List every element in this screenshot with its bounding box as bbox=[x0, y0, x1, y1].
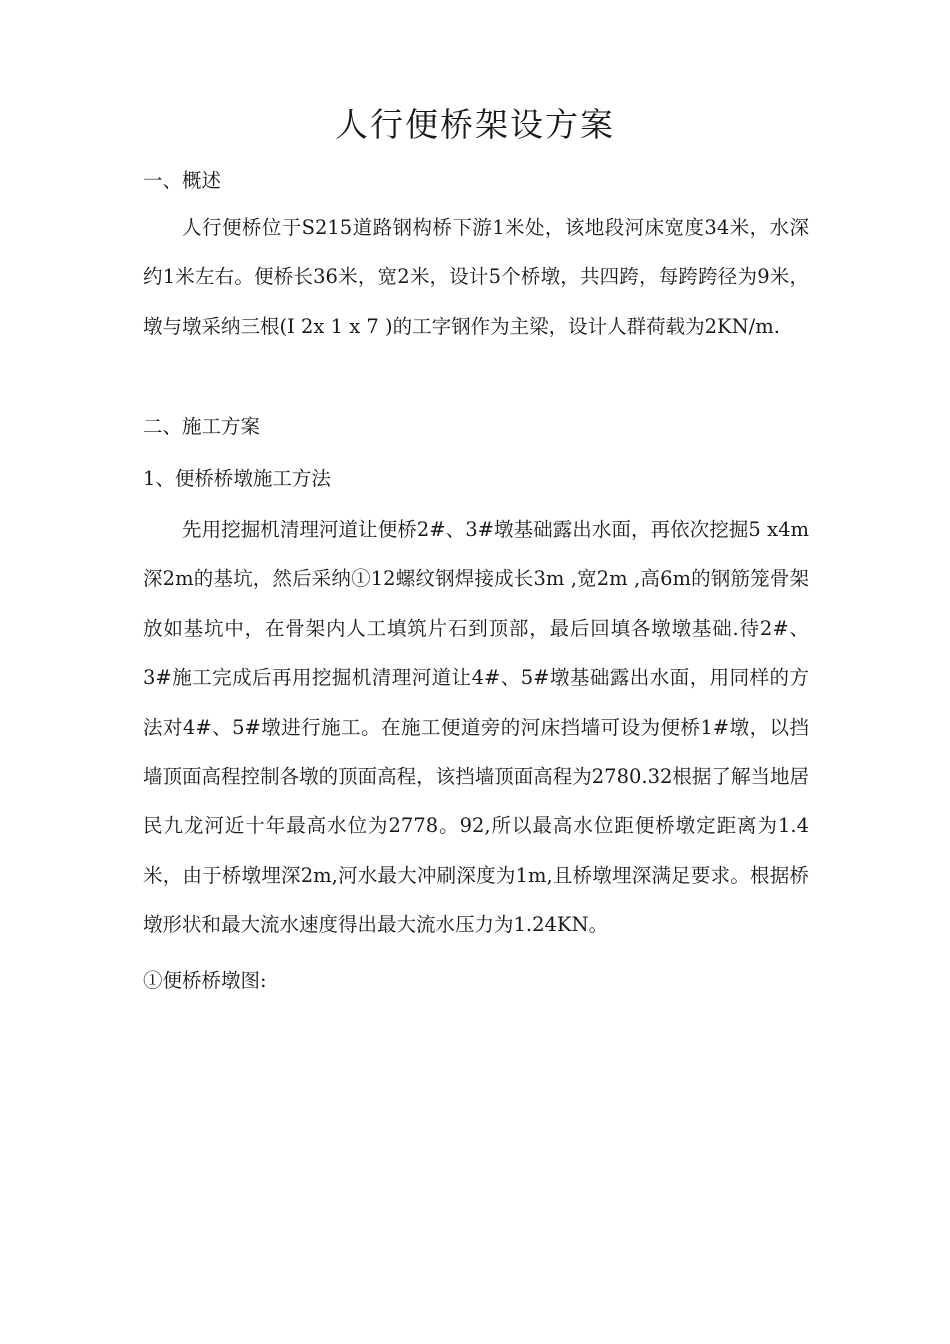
subsection-heading-pier-method: 1、便桥桥墩施工方法 bbox=[143, 467, 331, 490]
section-heading-construction-plan: 二、施工方案 bbox=[143, 415, 261, 438]
pier-method-paragraph: 先用挖掘机清理河道让便桥2#、3#墩基础露出水面，再依次挖掘5 x4m深2m的基坑，然后采纳①12螺纹钢焊接成长3m ,宽2m ,高6m的钢筋笼骨架放如基坑中，在骨架内人工填筑片石到顶部，最后回填各墩墩基础.待2#、3#施工完成后再用挖掘机清理河道让4#、5#墩基础露出水面，用同样的方法对4#、5#墩进行施工。在施工便道旁的河床挡墙可设为便桥1#墩，以挡墙顶面高程控制各墩的顶面高程，该挡墙顶面高程为2780.32根据了解当地居民九龙河近十年最高水位为2778。92,所以最高水位距便桥墩定距离为1.4米，由于桥墩埋深2m,河水最大冲刷深度为1m,且桥墩埋深满足要求。根据桥墩形状和最大流水速度得出最大流水压力为1.24KN。 bbox=[143, 518, 809, 937]
section-heading-overview: 一、概述 bbox=[143, 169, 222, 192]
overview-paragraph: 人行便桥位于S215道路钢构桥下游1米处，该地段河床宽度34米，水深约1米左右。便桥长36米，宽2米，设计5个桥墩，共四跨，每跨跨径为9米，墩与墩采纳三根(I 2x 1 x 7 )的工字钢作为主梁，设计人群荷载为2KN/m. bbox=[143, 216, 809, 338]
figure-caption-pier-diagram: ①便桥桥墩图: bbox=[143, 969, 267, 992]
document-title: 人行便桥架设方案 bbox=[335, 105, 615, 144]
